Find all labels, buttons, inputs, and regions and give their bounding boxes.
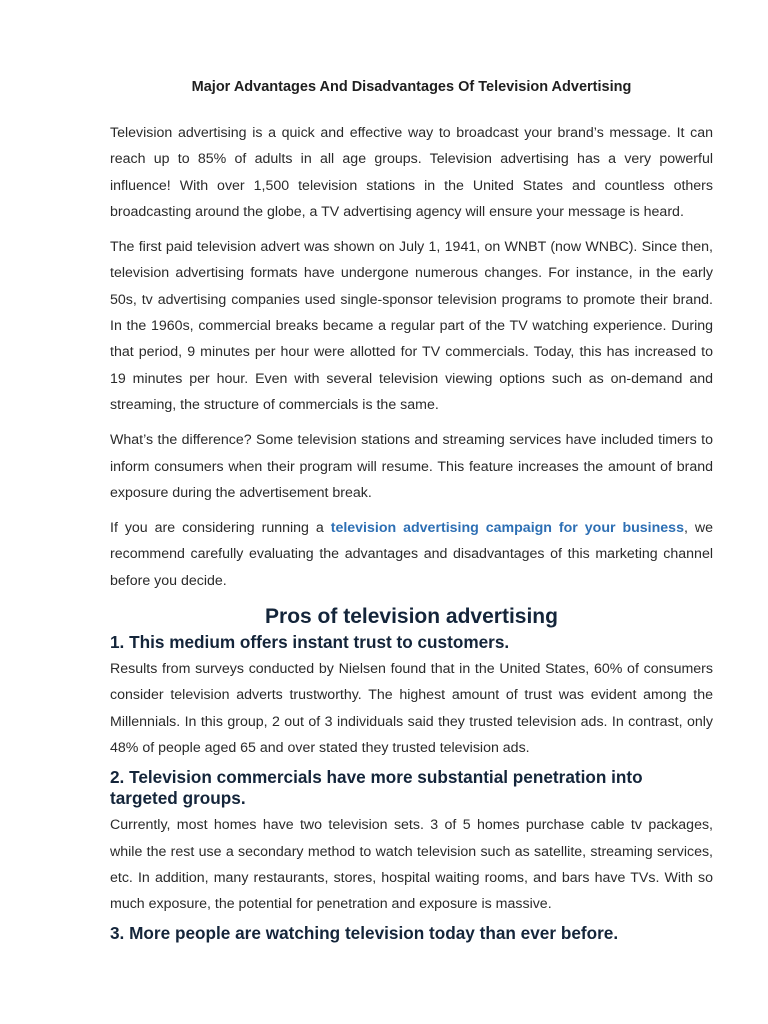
pro-2-heading: 2. Television commercials have more substantial penetration into targeted groups.	[110, 767, 643, 809]
pros-section-heading: Pros of television advertising	[265, 605, 558, 629]
document-title: Major Advantages And Disadvantages Of Television Advertising	[191, 79, 632, 95]
pro-2-body: Currently, most homes have two television sets. 3 of 5 homes purchase cable tv packages, while the rest use a secondary method to watch television such as satellite, streaming services, etc. In addition, many restaurants, stores, hospital waiting rooms, and bars have TVs. With so much exposure, the potential for penetration and exposure is massive.	[110, 817, 713, 913]
cta-paragraph	[110, 515, 713, 594]
difference-paragraph: What’s the difference? Some television stations and streaming services have included timers to inform consumers when their program will resume. This feature increases the amount of brand exposure during the advertisement break.	[110, 432, 713, 501]
pro-3-heading: 3. More people are watching television today than ever before.	[110, 923, 619, 944]
document-page	[110, 0, 713, 944]
cta-text-after: , we recommend carefully evaluating the advantages and disadvantages of this marketing channel before you decide.	[110, 520, 713, 589]
campaign-link[interactable]: television advertising campaign for your business	[330, 520, 684, 537]
cta-text-before: If you are considering running a	[110, 520, 331, 537]
history-paragraph: The first paid television advert was shown on July 1, 1941, on WNBT (now WNBC). Since then, television advertising formats have undergone numerous changes. For instance, in the early 50s, tv advertising companies used single-sponsor television programs to promote their brand. In the 1960s, commercial breaks became a regular part of the TV watching experience. During that period, 9 minutes per hour were allotted for TV commercials. Today, this has increased to 19 minutes per hour. Even with several television viewing options such as on-demand and streaming, the structure of commercials is the same.	[110, 239, 713, 413]
pro-1-heading: 1. This medium offers instant trust to customers.	[110, 632, 510, 653]
intro-paragraph: Television advertising is a quick and effective way to broadcast your brand’s message. It can reach up to 85% of adults in all age groups. Television advertising has a very powerful influence! With over 1,500 television stations in the United States and countless others broadcasting around the globe, a TV advertising agency will ensure your message is heard.	[110, 125, 713, 220]
pro-1-body: Results from surveys conducted by Nielsen found that in the United States, 60% of consumers consider television adverts trustworthy. The highest amount of trust was evident among the Millennials. In this group, 2 out of 3 individuals said they trusted television ads. In contrast, only 48% of people aged 65 and over stated they trusted television ads.	[110, 661, 713, 756]
